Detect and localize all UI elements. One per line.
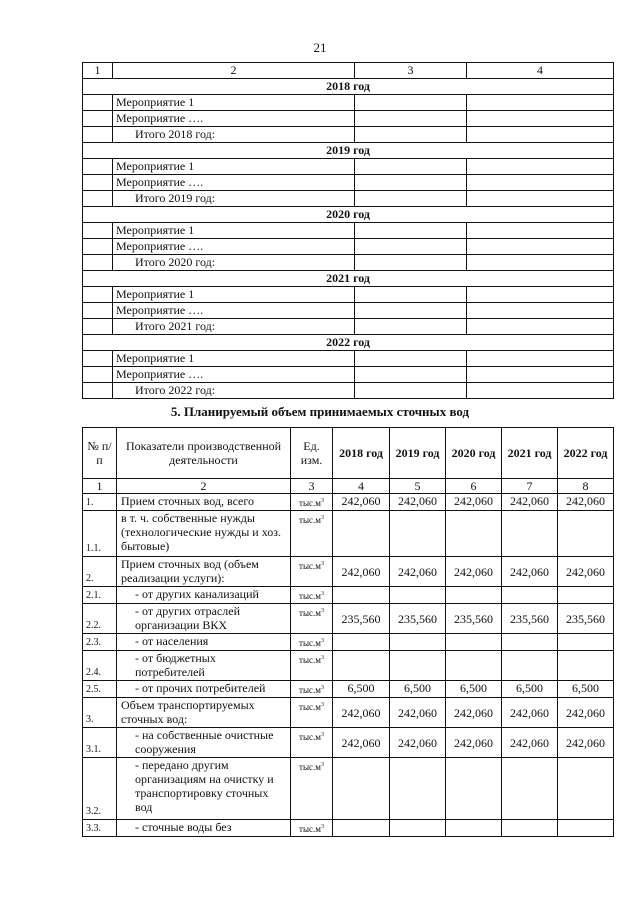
unit-text: тыс.м (299, 561, 321, 571)
unit-cell (291, 820, 333, 837)
measure-label: Мероприятие 1 (113, 159, 355, 175)
table-row (83, 604, 614, 634)
row-number: 3. (83, 698, 117, 728)
indicator-name: - от населения (117, 634, 291, 651)
value-cell: 242,060 (390, 494, 446, 511)
unit-cell (291, 634, 333, 651)
table-row (83, 634, 614, 651)
unit-cell (291, 604, 333, 634)
value-cell: 235,560 (446, 604, 502, 634)
measure-label: Мероприятие …. (113, 175, 355, 191)
table-row (83, 494, 614, 511)
row-number: 1.1. (83, 511, 117, 557)
value-cell: 235,560 (390, 604, 446, 634)
unit-text: тыс.м (299, 608, 321, 618)
row-number: 2.4. (83, 651, 117, 681)
row-number: 2.1. (83, 587, 117, 604)
indicator-name: - передано другим организациям на очистку и транспортировку сточных вод (117, 758, 291, 820)
value-cell (333, 634, 390, 651)
column-number: 6 (446, 479, 502, 494)
indicator-name: - от прочих потребителей (117, 681, 291, 698)
unit-superscript: 3 (320, 638, 324, 644)
table-row (83, 587, 614, 604)
measure-label: Мероприятие 1 (113, 95, 355, 111)
value-cell (390, 651, 446, 681)
value-cell: 242,060 (446, 728, 502, 758)
value-cell (502, 634, 558, 651)
value-cell: 242,060 (558, 698, 614, 728)
unit-superscript: 3 (320, 608, 324, 614)
value-cell: 242,060 (333, 698, 390, 728)
year-row (83, 207, 614, 223)
column-number: 4 (333, 479, 390, 494)
value-cell: 242,060 (502, 698, 558, 728)
table-row (83, 651, 614, 681)
total-label: Итого 2018 год: (113, 127, 355, 143)
year-row (83, 143, 614, 159)
column-number: 3 (291, 479, 333, 494)
unit-cell (291, 698, 333, 728)
header-unit: Ед. изм. (291, 428, 333, 479)
measure-label: Мероприятие …. (113, 367, 355, 383)
value-cell: 242,060 (558, 494, 614, 511)
unit-text: тыс.м (299, 824, 321, 834)
table-row (83, 287, 614, 303)
value-cell: 6,500 (333, 681, 390, 698)
unit-text: тыс.м (299, 732, 321, 742)
unit-cell (291, 511, 333, 557)
value-cell: 242,060 (446, 698, 502, 728)
measure-label: Мероприятие 1 (113, 223, 355, 239)
value-cell: 242,060 (333, 494, 390, 511)
table-row (83, 681, 614, 698)
row-number: 3.2. (83, 758, 117, 820)
value-cell: 242,060 (333, 728, 390, 758)
table-row (83, 511, 614, 557)
table-row (83, 758, 614, 820)
value-cell (502, 511, 558, 557)
value-cell (390, 587, 446, 604)
value-cell: 6,500 (446, 681, 502, 698)
header-num: № п/п (83, 428, 117, 479)
measure-label: Мероприятие …. (113, 303, 355, 319)
value-cell: 242,060 (446, 494, 502, 511)
unit-text: тыс.м (299, 685, 321, 695)
unit-superscript: 3 (320, 732, 324, 738)
value-cell (446, 651, 502, 681)
year-label: 2020 год (83, 207, 614, 223)
indicator-name: Прием сточных вод (объем реализации услуги): (117, 557, 291, 587)
table-row (83, 303, 614, 319)
wastewater-volume-table (82, 427, 614, 837)
value-cell (502, 758, 558, 820)
table-row (83, 728, 614, 758)
table-row (83, 557, 614, 587)
header-cell: 1 (83, 63, 113, 79)
measures-header-row (83, 63, 614, 79)
year-label: 2019 год (83, 143, 614, 159)
indicator-name: в т. ч. собственные нужды (технологические нужды и хоз. бытовые) (117, 511, 291, 557)
value-cell: 242,060 (333, 557, 390, 587)
year-label: 2022 год (83, 335, 614, 351)
unit-text: тыс.м (299, 702, 321, 712)
unit-superscript: 3 (320, 762, 324, 768)
header-year: 2018 год (333, 428, 390, 479)
value-cell (446, 587, 502, 604)
value-cell (502, 651, 558, 681)
row-number: 2. (83, 557, 117, 587)
value-cell (558, 587, 614, 604)
table-row (83, 175, 614, 191)
value-cell: 6,500 (502, 681, 558, 698)
value-cell: 242,060 (502, 557, 558, 587)
value-cell (390, 634, 446, 651)
table-row (83, 351, 614, 367)
unit-cell (291, 681, 333, 698)
table-row (83, 191, 614, 207)
unit-cell (291, 728, 333, 758)
value-cell: 242,060 (390, 698, 446, 728)
unit-cell (291, 557, 333, 587)
table-row (83, 698, 614, 728)
unit-text: тыс.м (299, 655, 321, 665)
page-number: 21 (313, 40, 327, 55)
value-cell: 242,060 (558, 728, 614, 758)
row-number: 2.5. (83, 681, 117, 698)
value-cell (333, 651, 390, 681)
unit-superscript: 3 (320, 824, 324, 830)
indicator-name: - на собственные очистные сооружения (117, 728, 291, 758)
column-number: 1 (83, 479, 117, 494)
value-cell (333, 587, 390, 604)
unit-cell (291, 758, 333, 820)
value-cell (390, 511, 446, 557)
value-cell (390, 758, 446, 820)
table-row (83, 367, 614, 383)
row-number: 3.1. (83, 728, 117, 758)
table-row (83, 820, 614, 837)
value-cell (558, 511, 614, 557)
table-row (83, 239, 614, 255)
column-number: 7 (502, 479, 558, 494)
header-year: 2020 год (446, 428, 502, 479)
table-row (83, 319, 614, 335)
row-number: 3.3. (83, 820, 117, 837)
column-number: 5 (390, 479, 446, 494)
table-header-row (83, 428, 614, 479)
unit-cell (291, 494, 333, 511)
total-label: Итого 2021 год: (113, 319, 355, 335)
value-cell (558, 820, 614, 837)
table-row (83, 255, 614, 271)
table-row (83, 111, 614, 127)
year-row (83, 271, 614, 287)
indicator-name: - сточные воды без (117, 820, 291, 837)
value-cell: 235,560 (502, 604, 558, 634)
value-cell: 242,060 (390, 557, 446, 587)
year-label: 2021 год (83, 271, 614, 287)
value-cell: 6,500 (558, 681, 614, 698)
unit-superscript: 3 (320, 515, 324, 521)
row-number: 2.2. (83, 604, 117, 634)
row-number: 2.3. (83, 634, 117, 651)
column-number-row (83, 479, 614, 494)
table-row (83, 127, 614, 143)
value-cell (446, 820, 502, 837)
unit-text: тыс.м (299, 762, 321, 772)
value-cell (446, 758, 502, 820)
table-row (83, 159, 614, 175)
value-cell (333, 511, 390, 557)
value-cell (502, 587, 558, 604)
header-cell: 2 (113, 63, 355, 79)
value-cell (333, 820, 390, 837)
column-number: 8 (558, 479, 614, 494)
unit-text: тыс.м (299, 515, 321, 525)
section-title: 5. Планируемый объем принимаемых сточных вод (170, 404, 470, 419)
total-label: Итого 2020 год: (113, 255, 355, 271)
header-cell: 4 (467, 63, 614, 79)
value-cell: 235,560 (558, 604, 614, 634)
measure-label: Мероприятие …. (113, 239, 355, 255)
unit-superscript: 3 (320, 655, 324, 661)
value-cell (502, 820, 558, 837)
total-label: Итого 2019 год: (113, 191, 355, 207)
value-cell: 235,560 (333, 604, 390, 634)
value-cell (390, 820, 446, 837)
unit-superscript: 3 (320, 561, 324, 567)
value-cell: 242,060 (502, 494, 558, 511)
indicator-name: - от других отраслей организации ВКХ (117, 604, 291, 634)
value-cell: 242,060 (502, 728, 558, 758)
value-cell (558, 634, 614, 651)
measure-label: Мероприятие …. (113, 111, 355, 127)
value-cell: 6,500 (390, 681, 446, 698)
value-cell (446, 634, 502, 651)
indicator-name: Объем транспортируемых сточных вод: (117, 698, 291, 728)
total-label: Итого 2022 год: (113, 383, 355, 399)
value-cell (333, 758, 390, 820)
unit-text: тыс.м (299, 591, 321, 601)
value-cell (446, 511, 502, 557)
header-year: 2019 год (390, 428, 446, 479)
table-row (83, 383, 614, 399)
measure-label: Мероприятие 1 (113, 287, 355, 303)
unit-text: тыс.м (299, 498, 321, 508)
year-label: 2018 год (83, 79, 614, 95)
measures-table (82, 62, 614, 399)
header-year: 2021 год (502, 428, 558, 479)
value-cell (558, 651, 614, 681)
header-year: 2022 год (558, 428, 614, 479)
indicator-name: - от других канализаций (117, 587, 291, 604)
unit-cell (291, 651, 333, 681)
unit-superscript: 3 (320, 591, 324, 597)
row-number: 1. (83, 494, 117, 511)
unit-superscript: 3 (320, 685, 324, 691)
value-cell: 242,060 (558, 557, 614, 587)
table-row (83, 95, 614, 111)
value-cell: 242,060 (390, 728, 446, 758)
indicator-name: Прием сточных вод, всего (117, 494, 291, 511)
indicator-name: - от бюджетных потребителей (117, 651, 291, 681)
year-row (83, 335, 614, 351)
measure-label: Мероприятие 1 (113, 351, 355, 367)
header-indicator: Показатели производственной деятельности (117, 428, 291, 479)
value-cell (558, 758, 614, 820)
year-row (83, 79, 614, 95)
unit-text: тыс.м (299, 638, 321, 648)
unit-cell (291, 587, 333, 604)
value-cell: 242,060 (446, 557, 502, 587)
unit-superscript: 3 (320, 498, 324, 504)
header-cell: 3 (355, 63, 467, 79)
column-number: 2 (117, 479, 291, 494)
table-row (83, 223, 614, 239)
unit-superscript: 3 (320, 702, 324, 708)
